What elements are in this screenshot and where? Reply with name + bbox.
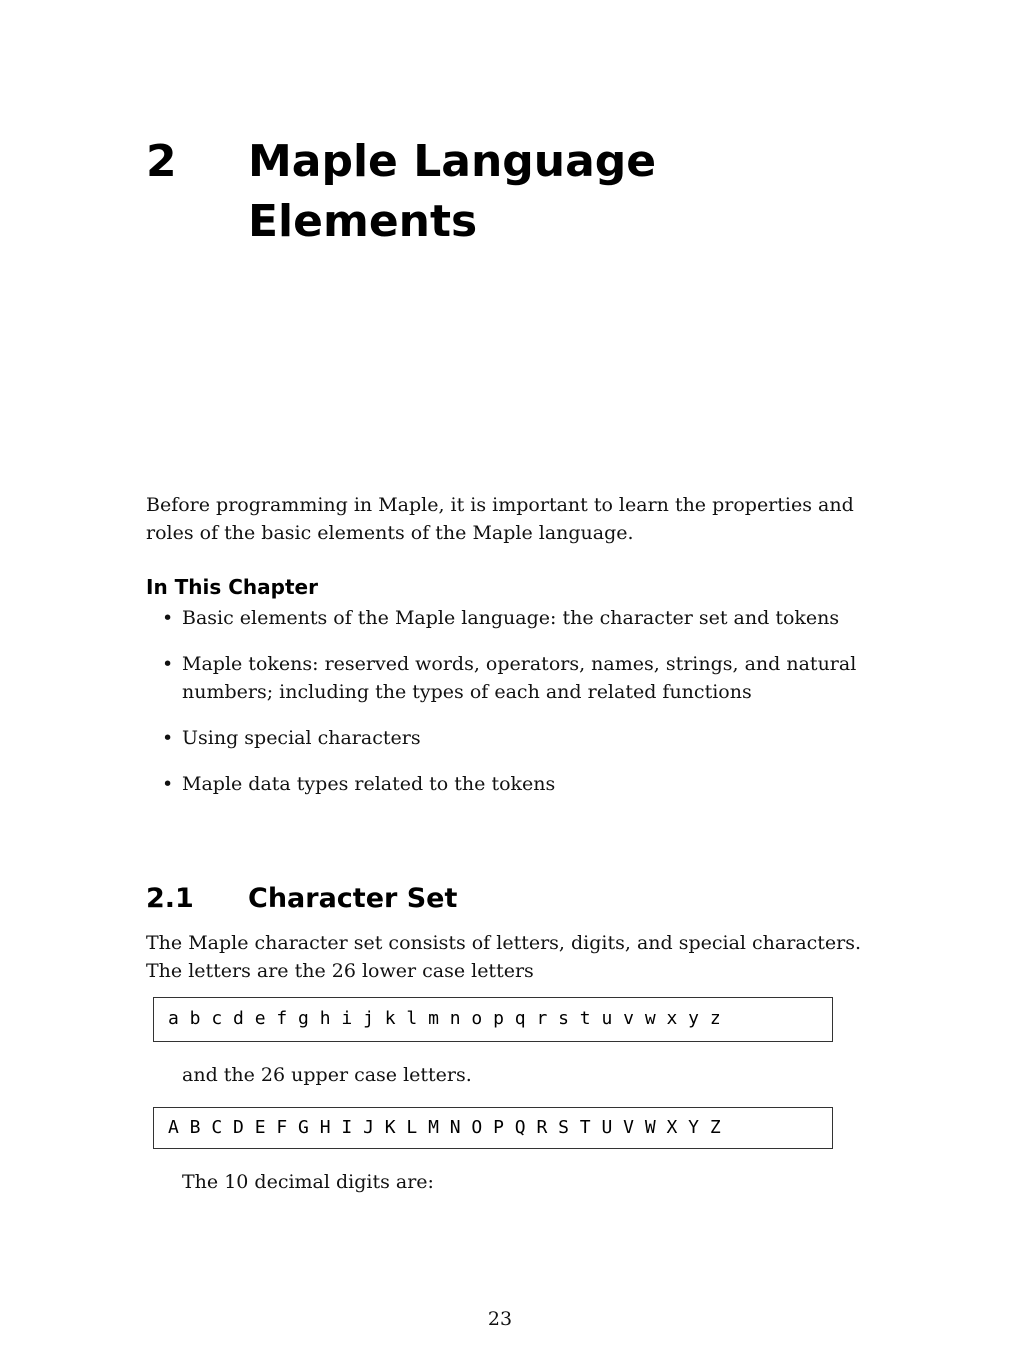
list-item: [146, 650, 862, 706]
list-item: [146, 604, 862, 632]
bullet-icon: •: [162, 773, 174, 795]
lowercase-letters-box: a b c d e f g h i j k l m n o p q r s t u v w x y z: [153, 997, 833, 1042]
chapter-number: 2: [146, 136, 177, 187]
list-item: [146, 770, 862, 798]
section-number: 2.1: [146, 883, 194, 914]
chapter-intro-paragraph: Before programming in Maple, it is important to learn the properties and roles of the basic elements of the Maple language.: [146, 494, 854, 544]
bullet-icon: •: [162, 727, 174, 749]
list-item-text: Maple data types related to the tokens: [182, 773, 556, 795]
page-number: 23: [487, 1308, 513, 1330]
chapter-title: Maple Language Elements: [248, 136, 657, 247]
bullet-icon: •: [162, 653, 174, 675]
uppercase-intro-text: and the 26 upper case letters.: [182, 1064, 472, 1086]
chapter-topics-list: [146, 604, 862, 816]
bullet-icon: •: [162, 607, 174, 629]
in-this-chapter-heading: In This Chapter: [146, 575, 318, 599]
digits-intro-text: The 10 decimal digits are:: [182, 1171, 434, 1193]
list-item: [146, 724, 862, 752]
list-item-text: Maple tokens: reserved words, operators, names, strings, and natural numbers; including the types of each and related functions: [182, 653, 857, 703]
list-item-text: Basic elements of the Maple language: the character set and tokens: [182, 607, 840, 629]
list-item-text: Using special characters: [182, 727, 421, 749]
section-body-paragraph: The Maple character set consists of letters, digits, and special characters. The letters are the 26 lower case letters: [146, 932, 862, 982]
section-title: Character Set: [248, 883, 458, 914]
chapter-heading: [146, 132, 866, 272]
section-heading: [146, 880, 746, 920]
uppercase-letters-box: A B C D E F G H I J K L M N O P Q R S T U V W X Y Z: [153, 1107, 833, 1149]
